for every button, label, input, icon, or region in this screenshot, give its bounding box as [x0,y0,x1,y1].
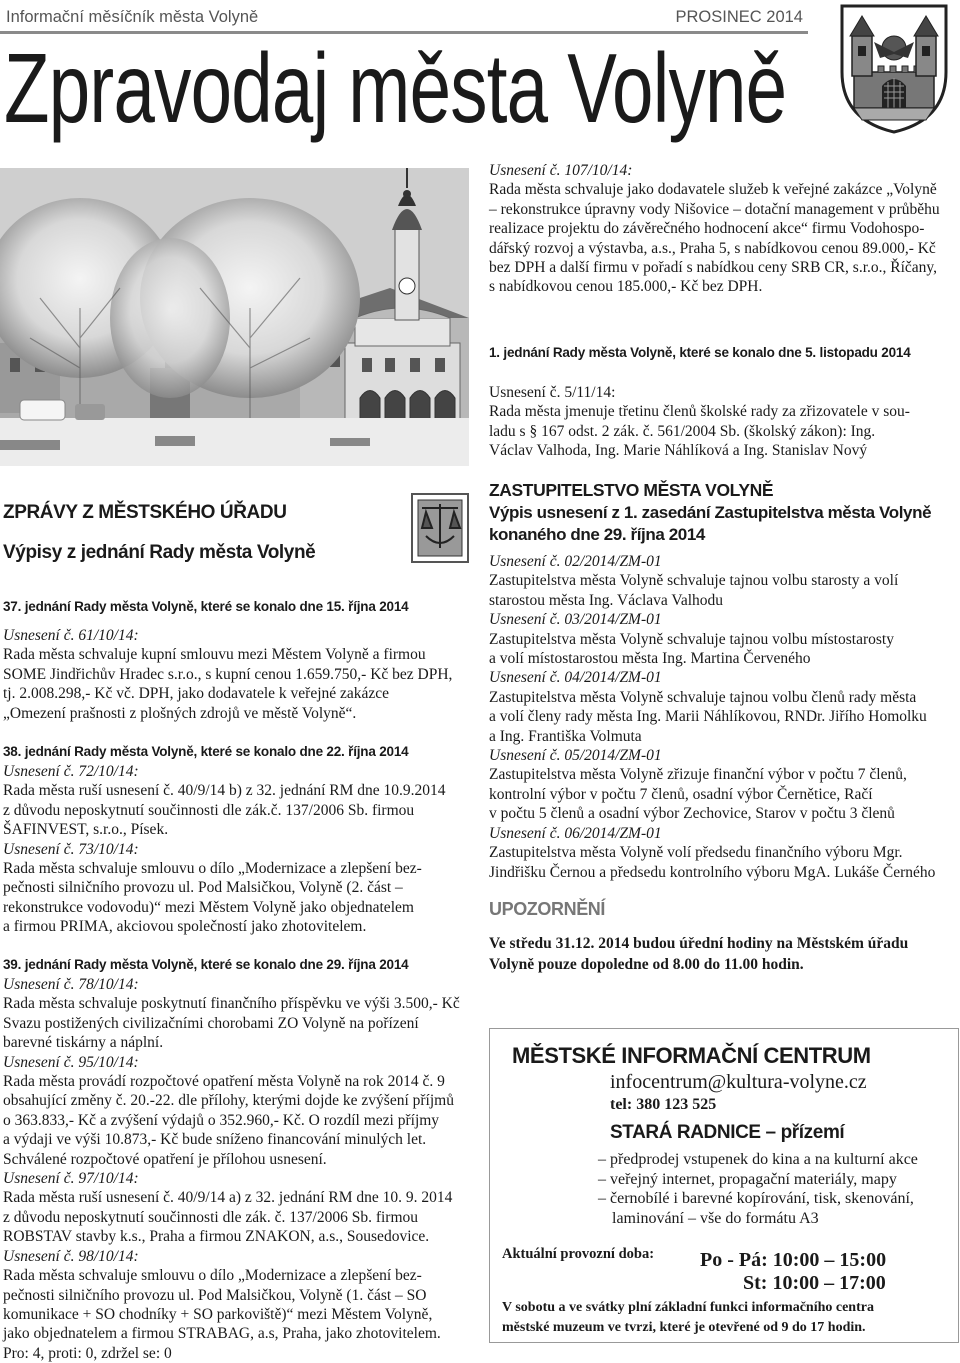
resolution-number: Usnesení č. 95/10/14: [3,1053,139,1071]
text-line: dářský rozvoj a výstavba, a.s., Praha 5, s nabídkovou cenou 89.000,- Kč [489,239,936,257]
text-line: Rada města provádí rozpočtové opatření města Volyně na rok 2014 č. 9 [3,1073,445,1091]
info-note-1: V sobotu a ve svátky plní základní funkci informačního centra [502,1300,874,1315]
resolution-number: Usnesení č. 73/10/14: [3,840,139,858]
info-services [598,1150,918,1228]
council-title: ZASTUPITELSTVO MĚSTA VOLYNĚ [489,480,774,500]
section-subtitle: Výpisy z jednání Rady města Volyně [3,542,316,563]
text-line: realizace projektu do závěrečného hodnocení akce“ firmu Vodohospo- [489,220,925,238]
text-line: Rada města schvaluje jako dodavatele služeb k veřejné zakázce „Volyně [489,181,937,199]
text-line: z důvodu neposkytnutí součinnosti dle zák.č. 137/2006 Sb. firmou [3,801,415,819]
resolution-number: Usnesení č. 97/10/14: [3,1170,139,1188]
service-item: – černobílé i barevné kopírování, tisk, skenování, [598,1190,914,1207]
text-line: pečnosti silničního provozu ul. Pod Malsičkou, Volyně (2. část – [3,879,403,897]
info-centre-box [489,1028,959,1343]
meeting-1-text [489,383,955,461]
info-email[interactable]: infocentrum@kultura-volyne.cz [610,1071,867,1093]
town-hall-photo [0,168,469,466]
text-line: Rada města schvaluje kupní smlouvu mezi Městem Volyně a firmou [3,646,426,664]
text-line: ladu s § 167 odst. 2 zák. č. 561/2004 Sb. (školský zákon): Ing. [489,422,876,440]
resolution-number: Usnesení č. 03/2014/ZM-01 [489,611,662,629]
text-line: tj. 2.008.298,- Kč vč. DPH, jako dodavatele k veřejné zakázce [3,685,390,703]
text-line: v počtu 5 členů a osadní výbor Zechovice, Starov v počtu 3 členů [489,805,895,823]
resolution-number: Usnesení č. 72/10/14: [3,763,139,780]
info-location: STARÁ RADNICE – přízemí [610,1122,845,1143]
resolution-number: Usnesení č. 98/10/14: [3,1247,139,1265]
text-line: Rada města ruší usnesení č. 40/9/14 a) z 32. jednání RM dne 10. 9. 2014 [3,1189,453,1207]
text-line: ŠAFINVEST, s.r.o., Písek. [3,821,169,839]
text-line: Zastupitelstva města Volyně zřizuje finanční výbor v počtu 7 členů, [489,766,907,784]
hours-weekdays: Po - Pá: 10:00 – 15:00 [700,1249,887,1271]
meeting-37-text [3,626,471,723]
notice-line-2: Volyně pouze dopoledne od 8.00 do 11.00 hodin. [489,956,804,973]
text-line: Václav Valhoda, Ing. Marie Náhlíková a Ing. Stanislav Nový [489,442,868,460]
resolution-number: Usnesení č. 02/2014/ZM-01 [489,553,662,570]
resolution-number: Usnesení č. 04/2014/ZM-01 [489,669,662,687]
text-line: a Ing. Františka Volmuta [489,727,642,745]
town-crest-icon [838,2,950,134]
service-item: laminování – vše do formátu A3 [612,1209,819,1227]
publication-subtitle: Informační měsíčník města Volyně [6,8,259,26]
text-line: jako objednatelem a firmou STRABAG, a.s, Praha, jako zhotovitelem. [3,1325,441,1343]
resolution-number: Usnesení č. 61/10/14: [3,627,139,644]
text-line: – rekonstrukce úpravny vody Nišovice – dotační management v průběhu [489,200,940,218]
text-line: Zastupitelstva města Volyně schvaluje tajnou volbu členů rady města [489,688,917,706]
text-line: pečnosti silničního provozu ul. Pod Malsičkou, Volyně (1. část – SO [3,1286,427,1304]
text-line: starostou města Ing. Václava Valhodu [489,591,724,609]
text-line: obsahující změny č. 20.-22. dle přílohy, kterými dojde ke zvýšení příjmů [3,1092,454,1110]
info-phone: tel: 380 123 525 [610,1096,717,1113]
resolution-number: Usnesení č. 06/2014/ZM-01 [489,824,662,842]
meeting-39-heading: 39. jednání Rady města Volyně, které se konalo dne 29. října 2014 [3,957,409,972]
meeting-37-heading: 37. jednání Rady města Volyně, které se konalo dne 15. října 2014 [3,599,409,614]
meeting-39-text [3,975,471,1363]
section-title: ZPRÁVY Z MĚSTSKÉHO ÚŘADU [3,502,287,523]
text-line: Rada města schvaluje smlouvu o dílo „Modernizace a zlepšení bez- [3,1267,422,1285]
council-subtitle: Výpis usnesení z 1. zasedání Zastupitelstva města Volyně [489,503,932,522]
council-resolutions [489,552,957,882]
vote-result: Pro: 4, proti: 0, zdržel se: 0 [3,1344,172,1362]
text-line: s nabídkovou cenou 185.000,- Kč bez DPH. [489,278,763,296]
meeting-1-heading: 1. jednání Rady města Volyně, které se konalo dne 5. listopadu 2014 [489,345,911,360]
service-item: – veřejný internet, propagační materiály, mapy [598,1170,897,1188]
text-line: rekonstrukce vodovodu)“ mezi Městem Volyně jako objednatelem [3,898,414,916]
resolution-107 [489,161,955,297]
resolution-number: Usnesení č. 05/2014/ZM-01 [489,747,662,765]
hours-label: Aktuální provozní doba: [502,1246,655,1262]
text-line: SOME Jindřichův Hradec s.r.o., s kupní cenou 1.659.750,- Kč bez DPH, [3,665,453,683]
text-line: komunikace + SO chodníky + SO parkoviště)“ mezi Městem Volyně, [3,1305,433,1323]
text-line: a firmou PRIMA, akciovou společností jako zhotovitelem. [3,918,367,936]
text-line: Svazu postižených civilizačními chorobami ZO Volyně na pořízení [3,1014,419,1032]
hours-wednesday: St: 10:00 – 17:00 [743,1272,886,1294]
text-line: Schválené rozpočtové opatření je přílohou usnesení. [3,1150,327,1168]
text-line: o 363.833,- Kč a zvýšení výdajů o 352.960,- Kč. O rozdíl mezi příjmy [3,1111,440,1129]
resolution-number: Usnesení č. 78/10/14: [3,976,139,993]
text-line: Jindřišku Černou a předsedu kontrolního výboru MgA. Lukáše Černého [489,863,936,881]
text-line: Rada města schvaluje smlouvu o dílo „Modernizace a zlepšení bez- [3,860,422,878]
text-line: a výdaji ve výši 10.873,- Kč bude sníženo financování minulých let. [3,1131,427,1149]
text-line: z důvodu neposkytnutí součinnosti dle zák. č. 137/2006 Sb. firmou [3,1208,419,1226]
text-line: Rada města schvaluje poskytnutí finančního příspěvku ve výši 3.500,- Kč [3,995,460,1013]
service-item: – předprodej vstupenek do kina a na kulturní akce [598,1151,918,1168]
text-line: bez DPH a další firmu v pořadí s nabídkou ceny SRB CR, s.r.o., Říčany, [489,259,938,277]
text-line: „Omezení prašnosti z plošných zdrojů ve městě Volyně“. [3,704,357,722]
text-line: Zastupitelstva města Volyně volí předsedu finančního výboru Mgr. [489,844,903,862]
text-line: a volí místostarostou města Ing. Martina Červeného [489,650,811,668]
page-title: Zpravodaj města Volyně [4,33,787,143]
resolution-number: Usnesení č. 107/10/14: [489,162,633,179]
issue-date: PROSINEC 2014 [675,8,803,26]
meeting-38-heading: 38. jednání Rady města Volyně, které se konalo dne 22. října 2014 [3,744,409,759]
notice-title: UPOZORNĚNÍ [489,899,606,919]
text-line: Zastupitelstva města Volyně schvaluje tajnou volbu místostarosty [489,630,894,648]
scales-logo-icon [410,488,470,568]
notice-line-1: Ve středu 31.12. 2014 budou úřední hodiny na Městském úřadu [489,935,909,952]
text-line: barevné tiskárny a náplní. [3,1034,164,1052]
info-note-2: městské muzeum ve tvrzi, které je otevřené od 9 do 17 hodin. [502,1320,866,1335]
council-date: konaného dne 29. října 2014 [489,525,705,544]
text-line: Rada města ruší usnesení č. 40/9/14 b) z 32. jednání RM dne 10.9.2014 [3,782,446,800]
text-line: kontrolní výbor v počtu 7 členů, osadní výbor Černětice, Račí [489,785,873,803]
text-line: a volí členy rady města Ing. Marii Náhlíkovou, RNDr. Jiřího Homolku [489,708,927,726]
resolution-number: Usnesení č. 5/11/14: [489,384,616,401]
text-line: Rada města jmenuje třetinu členů školské rady za zřizovatele v sou- [489,403,910,421]
info-centre-title: MĚSTSKÉ INFORMAČNÍ CENTRUM [512,1043,871,1068]
text-line: ROBSTAV stavby k.s., Praha a firmou ZNAKON, a.s., Sousedovice. [3,1228,430,1246]
text-line: Zastupitelstva města Volyně schvaluje tajnou volbu starosty a volí [489,572,899,590]
meeting-38-text [3,762,471,937]
